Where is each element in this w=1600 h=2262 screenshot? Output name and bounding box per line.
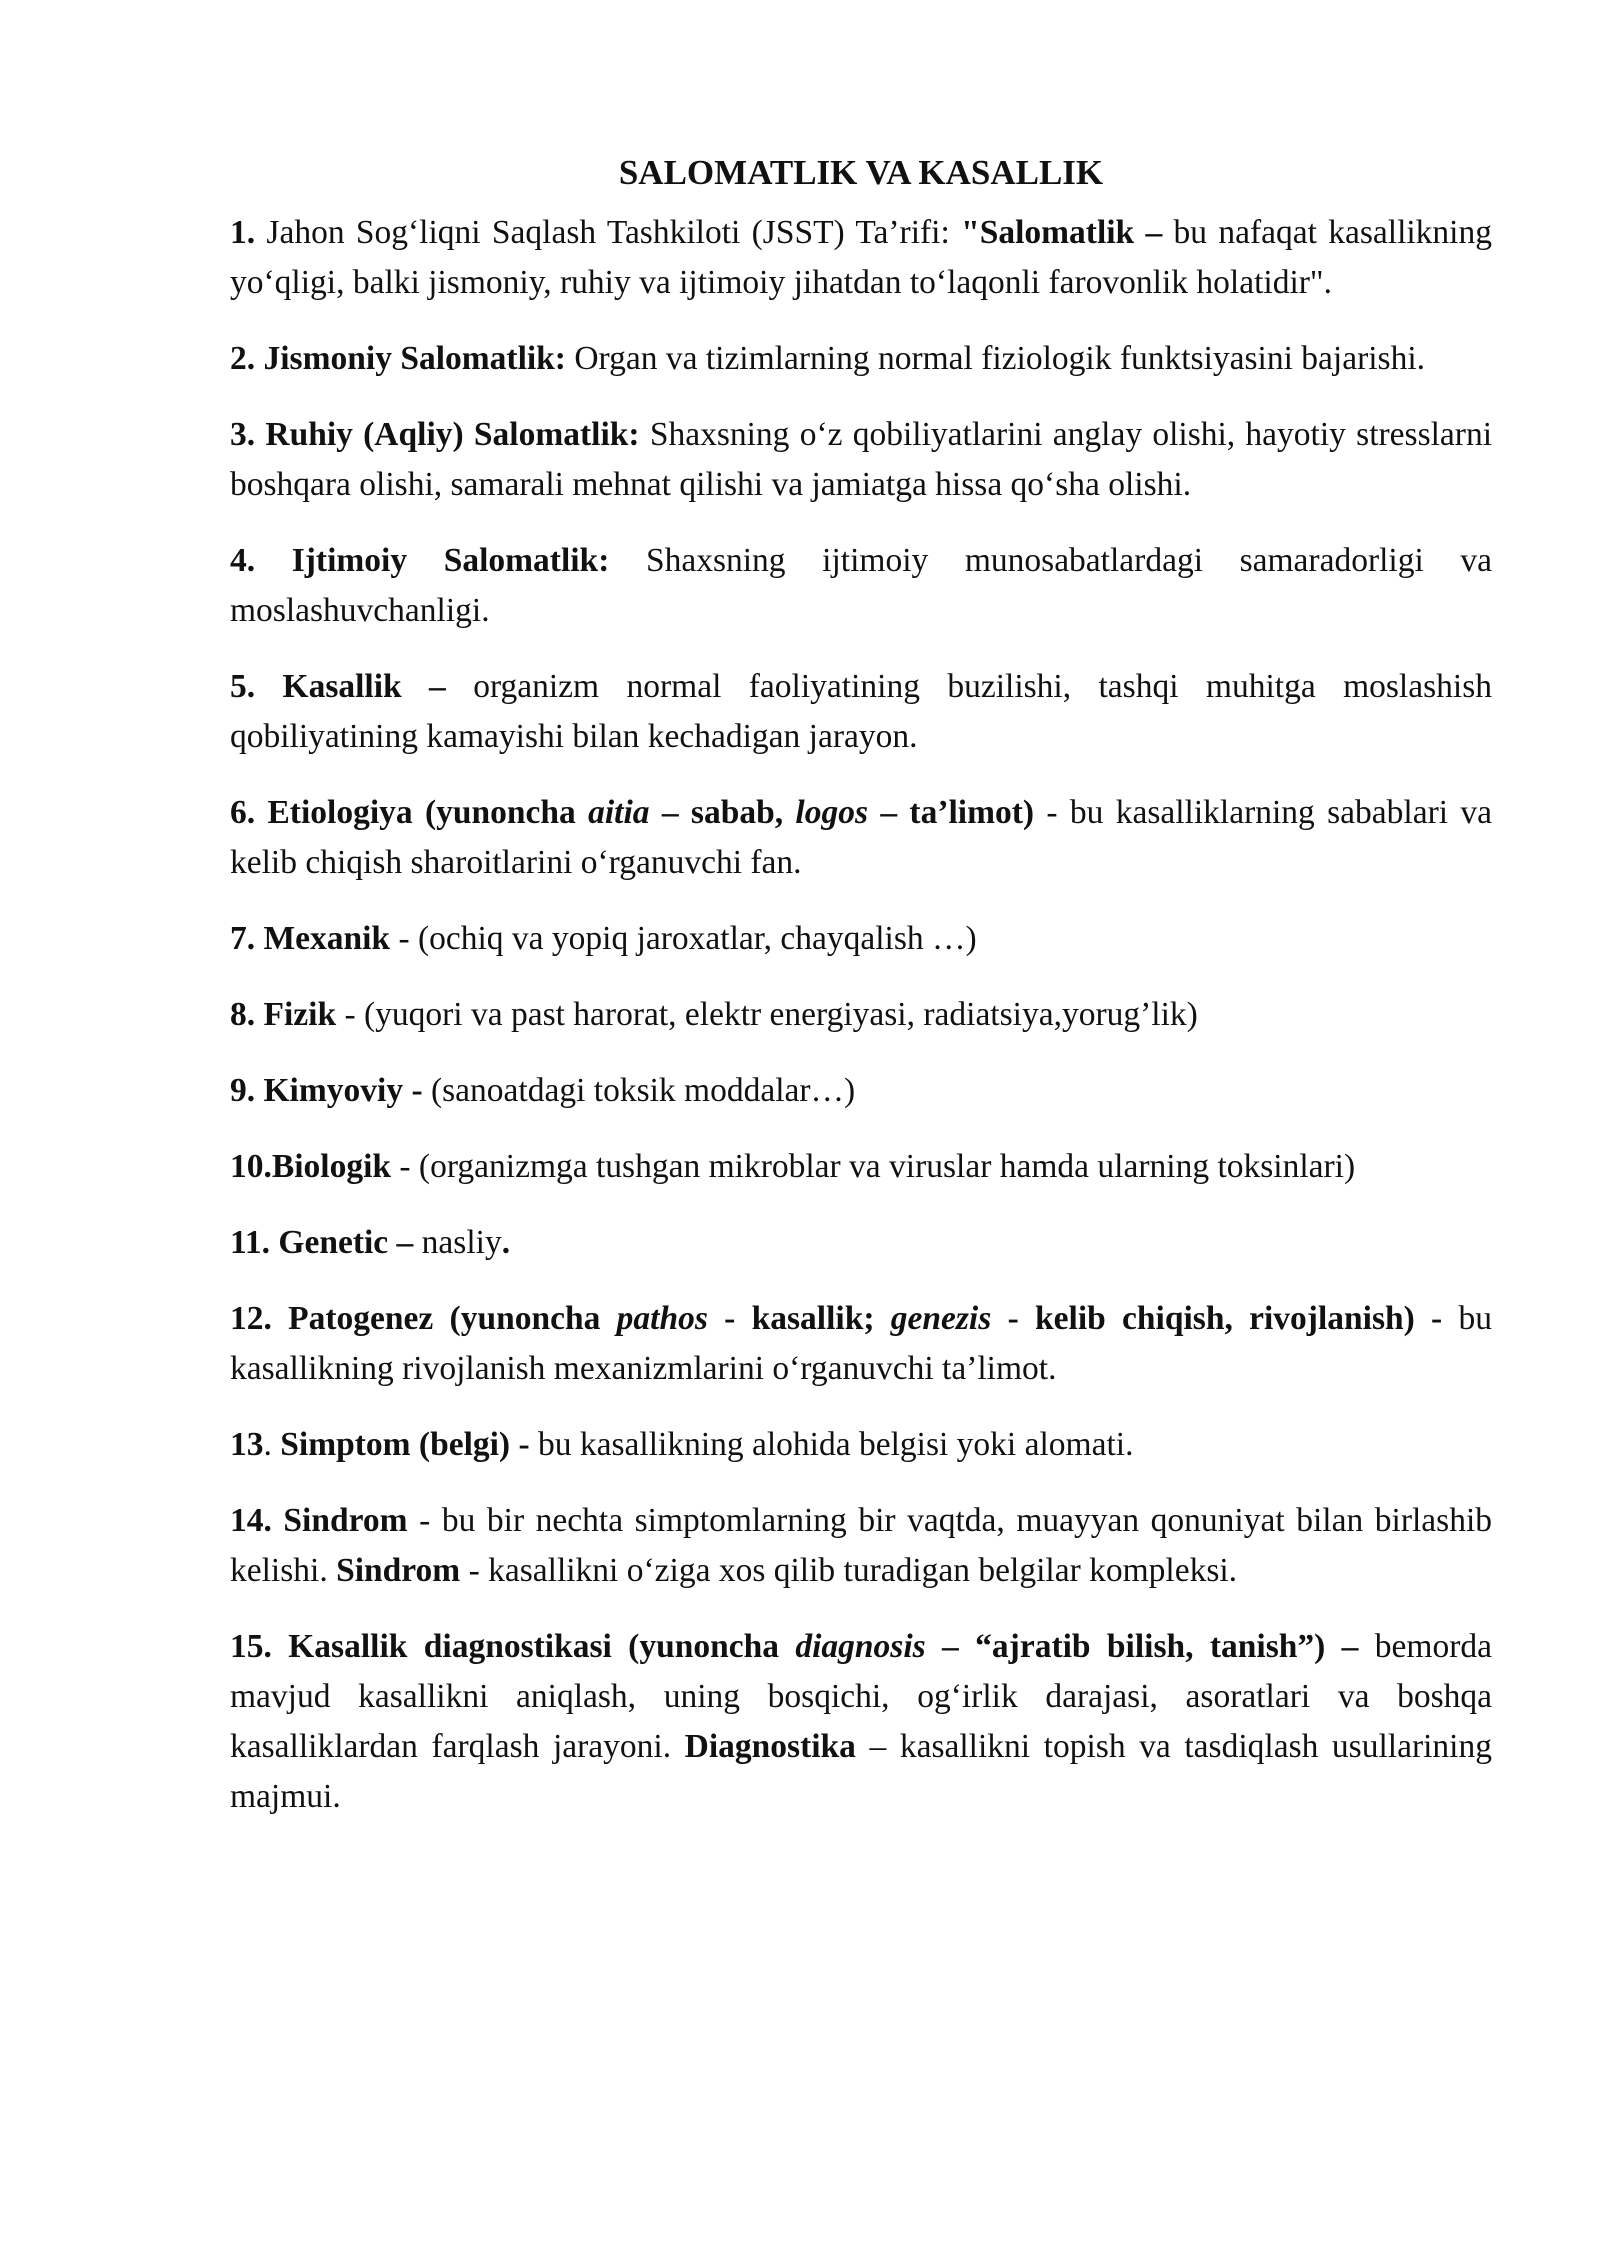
paragraph-p4	[230, 536, 1492, 636]
text-run: diagnosis	[795, 1628, 926, 1665]
text-run: 14. Sindrom	[230, 1502, 408, 1539]
text-run: Shaxsning ijtimoiy munosabatlardagi samaradorligi va moslashuvchanligi.	[230, 542, 1493, 629]
text-run: 1.	[230, 214, 256, 251]
text-run	[891, 1300, 992, 1337]
text-run: - bu bir nechta simptomlarning bir vaqtda, muayyan qonuniyat bilan birlashib kelishi.	[230, 1502, 1492, 1589]
paragraph-p9	[230, 1066, 1492, 1116]
paragraph-p15	[230, 1622, 1492, 1822]
text-run: .	[263, 1426, 281, 1463]
text-run: 8. Fizik	[230, 996, 337, 1033]
text-run: bu kasallikning rivojlanish mexanizmlarini o‘rganuvchi ta’limot.	[230, 1300, 1493, 1387]
paragraph-p11	[230, 1218, 1492, 1268]
text-run: 2. Jismoniy Salomatlik:	[230, 340, 566, 377]
paragraph-p2	[230, 334, 1492, 384]
text-run: Simptom (belgi) -	[280, 1426, 530, 1463]
text-run: 4. Ijtimoiy Salomatlik:	[230, 542, 610, 579]
text-run: 12. Patogenez (yunoncha	[230, 1300, 617, 1337]
paragraph-p7	[230, 914, 1492, 964]
text-run: logos	[795, 794, 869, 831]
text-run: .	[501, 1224, 511, 1261]
text-run: "Salomatlik –	[961, 214, 1163, 251]
document-page	[230, 148, 1492, 1848]
text-run	[795, 1628, 925, 1665]
text-run: – “ajratib bilish, tanish”) –	[925, 1628, 1359, 1665]
text-run: - kasallik;	[707, 1300, 891, 1337]
text-run: 6. Etiologiya (yunoncha	[230, 794, 589, 831]
text-run: bu nafaqat kasallikning yo‘qligi, balki jismoniy, ruhiy va ijtimoiy jihatdan to‘laqonli farovonlik holatidir".	[230, 214, 1492, 301]
text-run: Organ va tizimlarning normal fiziologik funktsiyasini bajarishi.	[565, 340, 1426, 377]
text-run: Diagnostika	[684, 1728, 856, 1765]
paragraph-p13	[230, 1420, 1492, 1470]
text-run: 10.Biologik	[230, 1148, 392, 1185]
paragraph-p1	[230, 208, 1492, 308]
text-run: – sabab,	[649, 794, 796, 831]
text-run: - bu kasalliklarning sabablari va kelib chiqish sharoitlarini o‘rganuvchi fan.	[230, 794, 1492, 881]
text-run: organizm normal faoliyatining buzilishi, tashqi muhitga moslashish qobiliyatining kamayishi bilan kechadigan jarayon.	[230, 668, 1492, 755]
paragraph-p12	[230, 1294, 1492, 1394]
text-run: Sindrom	[336, 1552, 461, 1589]
paragraph-p5	[230, 662, 1492, 762]
text-run: (sanoatdagi toksik moddalar…)	[422, 1072, 856, 1109]
text-run: – kasallikni topish va tasdiqlash usullarining majmui.	[230, 1728, 1492, 1815]
text-run: pathos	[616, 1300, 708, 1337]
text-run: Shaxsning o‘z qobiliyatlarini anglay olishi, hayotiy stresslarni boshqara olishi, samarali mehnat qilishi va jamiatga hissa qo‘sha olishi.	[230, 416, 1493, 503]
text-run: aitia	[588, 794, 650, 831]
text-run: bu kasallikning alohida belgisi yoki alomati.	[529, 1426, 1134, 1463]
text-run: 11. Genetic –	[230, 1224, 414, 1261]
text-run: 9. Kimyoviy -	[230, 1072, 423, 1109]
text-run: 13	[230, 1426, 264, 1463]
text-run: 3. Ruhiy (Aqliy) Salomatlik:	[230, 416, 640, 453]
text-run: – ta’limot)	[868, 794, 1035, 831]
text-run: 15. Kasallik diagnostikasi (yunoncha	[230, 1628, 796, 1665]
paragraph-p10	[230, 1142, 1492, 1192]
paragraph-p14	[230, 1496, 1492, 1596]
text-run	[795, 794, 868, 831]
text-run	[617, 1300, 708, 1337]
text-run: - kelib chiqish, rivojlanish) -	[991, 1300, 1443, 1337]
paragraph-p6	[230, 788, 1492, 888]
text-run: bemorda mavjud kasallikni aniqlash, uning bosqichi, og‘irlik darajasi, asoratlari va boshqa kasalliklardan farqlash jarayoni.	[230, 1628, 1493, 1765]
text-run: Jahon Sog‘liqni Saqlash Tashkiloti (JSST) Ta’rifi:	[255, 214, 962, 251]
text-run: - (ochiq va yopiq jaroxatlar, chayqalish …)	[390, 920, 977, 957]
text-run: - (yuqori va past harorat, elektr energiyasi, radiatsiya,yorug’lik)	[336, 996, 1198, 1033]
document-title: SALOMATLIK VA KASALLIK	[618, 153, 1104, 192]
text-run: nasliy	[413, 1224, 502, 1261]
text-run: - kasallikni o‘ziga xos qilib turadigan belgilar kompleksi.	[460, 1552, 1238, 1589]
paragraph-p8	[230, 990, 1492, 1040]
paragraph-p3	[230, 410, 1492, 510]
text-run	[588, 794, 649, 831]
text-run: 7. Mexanik	[230, 920, 391, 957]
text-run: genezis	[890, 1300, 992, 1337]
text-run: 5. Kasallik –	[230, 668, 446, 705]
text-run: - (organizmga tushgan mikroblar va viruslar hamda ularning toksinlari)	[391, 1148, 1356, 1185]
paragraph-list	[230, 208, 1492, 1822]
